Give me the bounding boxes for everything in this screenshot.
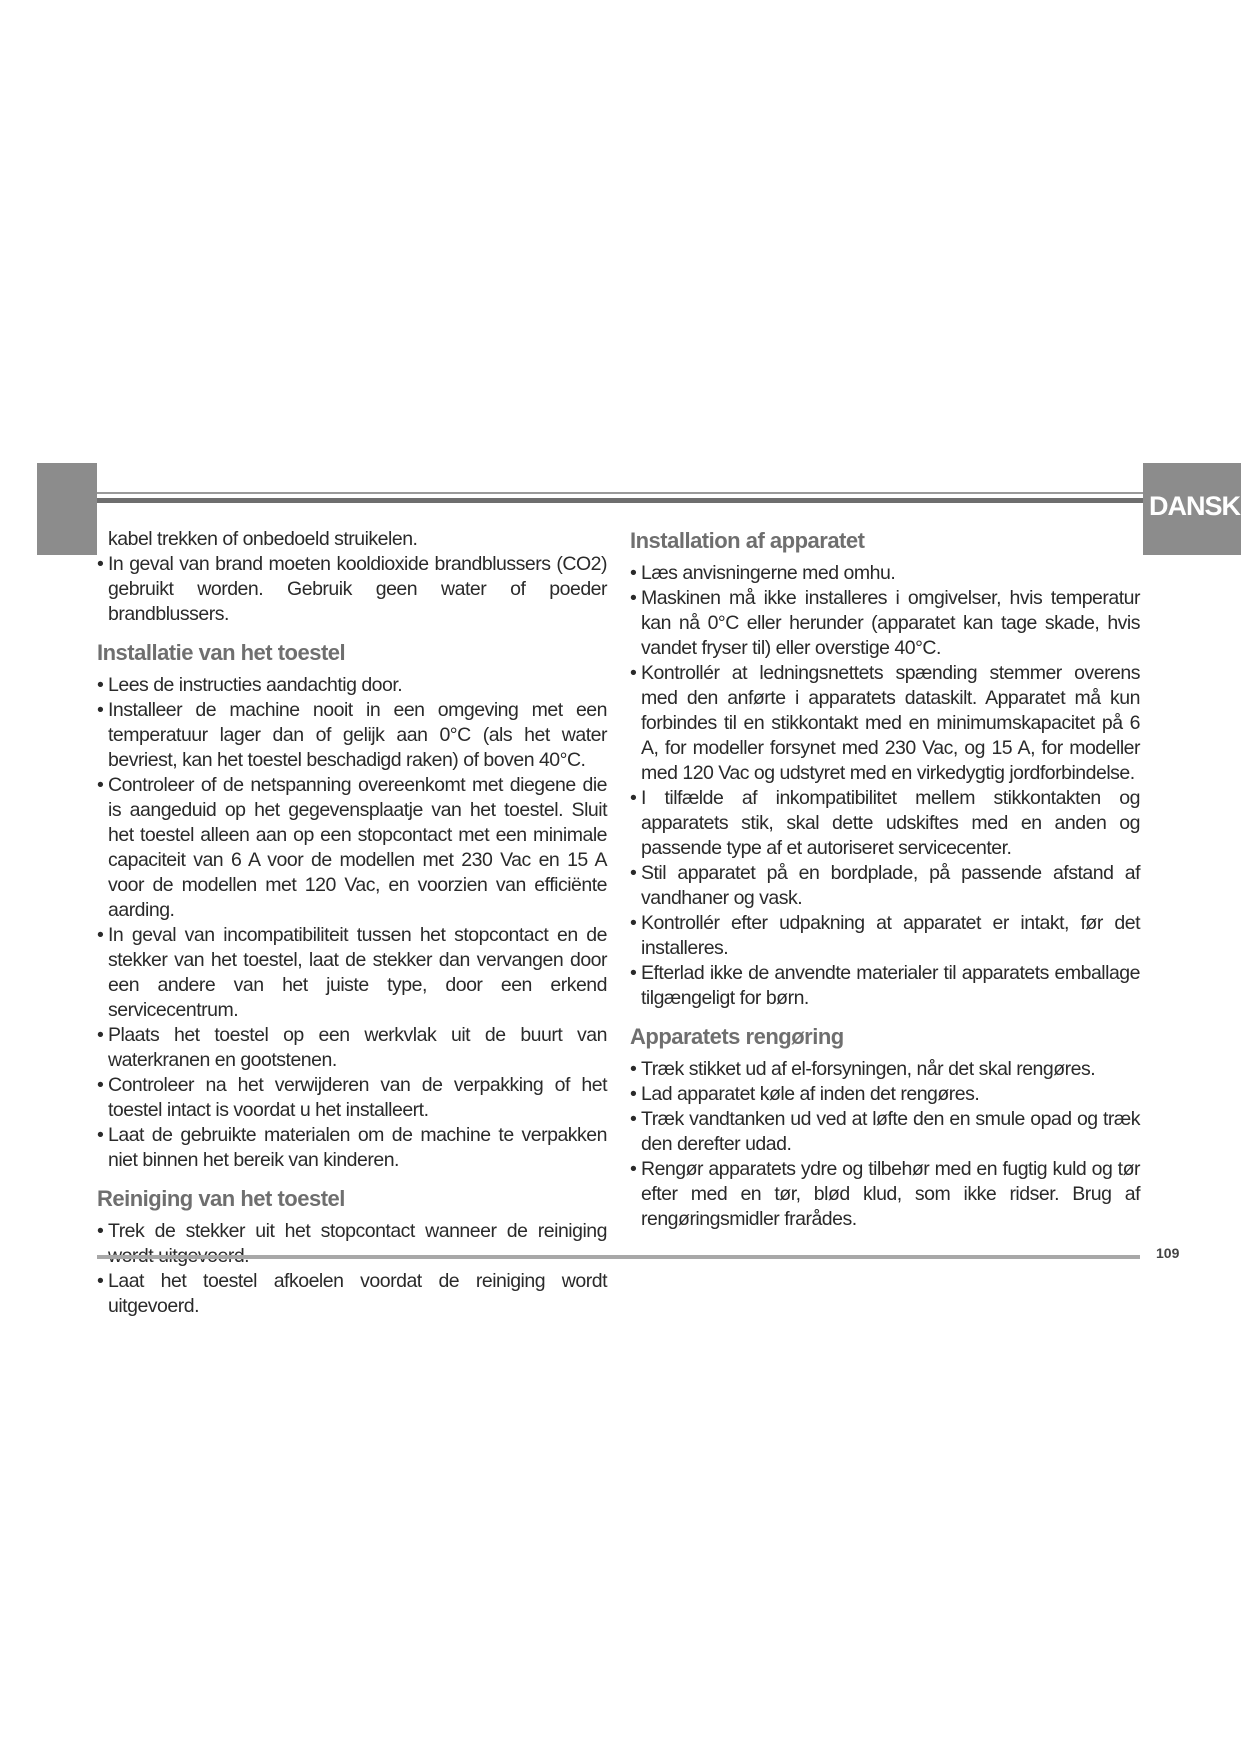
intro-bullet-list [97,552,607,627]
left-margin-tab [37,463,97,555]
list-item: • Trek de stekker uit het stopcontact wanneer de reiniging [97,1219,607,1269]
cleaning-da-list [630,1057,1140,1232]
section-heading-cleaning-nl: Reiniging van het toestel [97,1186,345,1211]
list-item: • Controleer na het verwijderen van de verpakking of het toestel intact is voordat u het installeert. [97,1073,607,1123]
section-heading-installation-da: Installation af apparatet [630,528,865,553]
top-rule-thin [97,492,1143,494]
list-item: • Lad apparatet køle af inden det rengøres. [630,1082,1140,1107]
page-number: 109 [1156,1245,1180,1261]
top-rule-thick [97,498,1143,503]
cleaning-nl-list [97,1219,607,1319]
list-item: • Laat het toestel afkoelen voordat de reiniging wordt uitgevoerd. [97,1269,607,1319]
list-item: • Træk stikket ud af el-forsyningen, når det skal rengøres. [630,1057,1140,1082]
right-column [630,527,1140,1232]
list-item: • Efterlad ikke de anvendte materialer til apparatets emballage tilgængeligt for børn. [630,961,1140,1011]
installation-da-list [630,561,1140,1011]
list-item: • Installeer de machine nooit in een omgeving met een temperatuur lager dan of gelijk aan 0°C (als het water bevriest, kan het toestel beschadigd raken) of boven 40°C. [97,698,607,773]
language-tab-label: DANSK [1149,491,1241,521]
list-item: • Træk vandtanken ud ved at løfte den en smule opad og træk den derefter udad. [630,1107,1140,1157]
list-item: • Kontrollér at ledningsnettets spænding stemmer overens med den anførte i apparatets dataskilt. Apparatet må kun forbindes til en stikkontakt med en minimumskapacitet på 6 A, for modeller forsynet med 230 Vac, og 15 A, for modeller med 120 Vac og udstyret med en virkedygtig jordforbindelse. [630,661,1140,786]
left-column [97,527,607,1319]
list-item: • Rengør apparatets ydre og tilbehør med en fugtig kuld og tør efter med en tør, blød klud, som ikke ridser. Brug af rengøringsmidler frarådes. [630,1157,1140,1232]
section-heading-installation-nl: Installatie van het toestel [97,640,346,665]
section-heading-cleaning-da: Apparatets rengøring [630,1024,844,1049]
list-item: • Lees de instructies aandachtig door. [97,673,607,698]
list-item: • Stil apparatet på en bordplade, på passende afstand af vandhaner og vask. [630,861,1140,911]
intro-continuation: kabel trekken of onbedoeld struikelen. [108,528,418,550]
bottom-rule [97,1255,1140,1259]
installation-nl-list [97,673,607,1173]
language-tab [1143,463,1241,555]
list-item: • Maskinen må ikke installeres i omgivelser, hvis temperatur kan nå 0°C eller herunder (apparatet kan tage skade, hvis vandet fryser til) eller overstige 40°C. [630,586,1140,661]
list-item: • In geval van incompatibiliteit tussen het stopcontact en de stekker van het toestel, laat de stekker dan vervangen door een andere van het juiste type, door een erkend servicecentrum. [97,923,607,1023]
list-item: • Laat de gebruikte materialen om de machine te verpakken niet binnen het bereik van kinderen. [97,1123,607,1173]
list-item: • I tilfælde af inkompatibilitet mellem stikkontakten og apparatets stik, skal dette udskiftes med en anden og passende type af et autoriseret servicecenter. [630,786,1140,861]
list-item: • In geval van brand moeten kooldioxide brandblussers (CO2) gebruikt worden. Gebruik geen water of poeder brandblussers. [97,552,607,627]
list-item: • Controleer of de netspanning overeenkomt met diegene die is aangeduid op het gegevensplaatje van het toestel. Sluit het toestel alleen aan op een stopcontact met een minimale capaciteit van 6 A voor de modellen met 230 Vac en 15 A voor de modellen met 120 Vac, en voorzien van efficiënte aarding. [97,773,607,923]
list-item: • Læs anvisningerne med omhu. [630,561,1140,586]
list-item: • Kontrollér efter udpakning at apparatet er intakt, før det installeres. [630,911,1140,961]
list-item: • Plaats het toestel op een werkvlak uit de buurt van waterkranen en gootstenen. [97,1023,607,1073]
